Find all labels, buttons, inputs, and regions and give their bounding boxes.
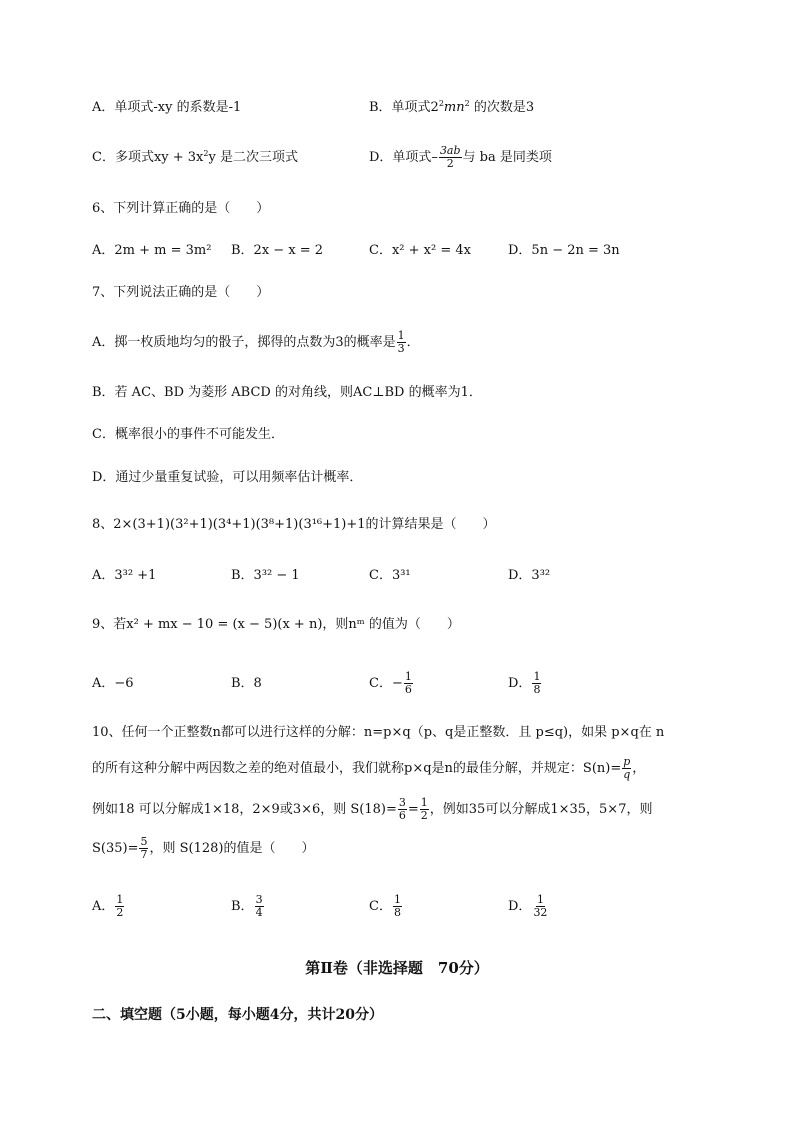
part2-title: 第Ⅱ卷（非选择题 70分）: [305, 959, 489, 977]
q10-l4-den: 7: [140, 848, 148, 861]
q8-stem: 8、2×(3+1)(3²+1)(3⁴+1)(3⁸+1)(3¹⁶+1)+1的计算结果是（ ）: [92, 517, 496, 532]
q9-option-a: A．−6: [92, 676, 134, 691]
q10-l3-pre: 例如18 可以分解成1×18，2×9或3×6，则 S(18)=: [92, 802, 397, 817]
q6-option-d: D．5n − 2n = 3n: [508, 243, 620, 258]
q7-stem: 7、下列说法正确的是（ ）: [92, 285, 270, 300]
q10-option-c: [369, 890, 403, 924]
q5-option-b: B．单项式$2^2mn^2$ 的次数是3: [369, 99, 535, 115]
q7-option-a: [92, 326, 420, 360]
q10-b-pre: B．: [231, 899, 254, 914]
q9-stem: 9、若x² + mx − 10 = (x − 5)(x + n)，则nᵐ 的值为（ ）: [92, 617, 460, 632]
q9-c-pre: C．−: [369, 676, 403, 691]
q10-a-pre: A．: [92, 899, 115, 914]
q6-option-b: B．2x − x = 2: [231, 243, 324, 258]
q9-c-num: 1: [404, 670, 412, 683]
q6-stem: 6、下列计算正确的是（ ）: [92, 201, 270, 216]
q10-l3-post: ，例如35可以分解成1×35，5×7，则: [429, 802, 653, 817]
q6-option-c: C．x² + x² = 4x: [369, 243, 471, 258]
q10-l3-d2: 2: [420, 809, 428, 822]
q10-a-den: 2: [116, 906, 124, 919]
q5-d-fraction: [439, 145, 462, 170]
q5-b-mid: mn: [443, 100, 465, 115]
q7-option-c: C．概率很小的事件不可能发生．: [92, 427, 284, 442]
q10-line-3: [92, 793, 652, 827]
q5-c-pre: C．多项式xy + 3x: [92, 150, 204, 165]
q7-a-num: 1: [397, 329, 405, 342]
q10-l2-num: p: [623, 755, 631, 768]
q9-option-c: [369, 667, 414, 701]
q10-l4-post: ，则 S(128)的值是（ ）: [149, 841, 315, 856]
q9-d-den: 8: [533, 683, 541, 696]
q10-b-den: 4: [255, 906, 263, 919]
q10-l3-d1: 6: [398, 809, 406, 822]
q5-option-a-text: A．单项式-xy 的系数是-1: [92, 100, 242, 115]
q10-l2-den: q: [623, 768, 631, 781]
q9-option-b: B．8: [231, 676, 262, 691]
q10-d-den: 32: [533, 906, 548, 919]
q10-b-num: 3: [255, 893, 263, 906]
q10-l4-fraction: [139, 836, 148, 861]
q10-l2-post: ，: [632, 761, 646, 776]
q10-l3-eq: =: [407, 802, 419, 817]
q10-l3-fraction-1: [398, 797, 407, 822]
q5-d-den: 2: [446, 157, 454, 170]
q10-l2-fraction: [622, 756, 631, 781]
q5-d-post: 与 ba 是同类项: [462, 150, 552, 165]
q7-a-post: ．: [406, 335, 420, 350]
q10-d-pre: D．: [508, 899, 532, 914]
q10-c-num: 1: [393, 893, 401, 906]
q7-option-b: B．若 AC、BD 为菱形 ABCD 的对角线，则AC⊥BD 的概率为1．: [92, 385, 482, 400]
q5-b-post: 的次数是3: [469, 100, 535, 115]
q7-a-fraction: [397, 330, 406, 355]
q5-option-a: [92, 99, 241, 117]
q10-a-num: 1: [116, 893, 124, 906]
q10-option-b: [231, 890, 265, 924]
q10-l2-pre: 的所有这种分解中两因数之差的绝对值最小，我们就称p×q是n的最佳分解，并规定：S(n)=: [92, 761, 622, 776]
q8-option-a: A．3³² +1: [92, 568, 157, 583]
q9-c-fraction: [404, 671, 413, 696]
q10-c-pre: C．: [369, 899, 392, 914]
q5-c-post: y 是二次三项式: [208, 150, 298, 165]
q5-d-num: 3ab: [439, 144, 461, 157]
q7-a-den: 3: [397, 342, 405, 355]
q5-option-d: [369, 141, 552, 175]
section2-heading: 二、填空题（5小题，每小题4分，共计20分）: [92, 1007, 383, 1023]
q8-option-d: D．3³²: [508, 568, 551, 583]
q10-line-1: 10、任何一个正整数n都可以进行这样的分解：n=p×q（p、q是正整数．且 p≤q)，如果 p×q在 n: [92, 725, 665, 740]
q10-d-num: 1: [536, 893, 544, 906]
q10-l4-num: 5: [140, 835, 148, 848]
q9-d-pre: D．: [508, 676, 532, 691]
q7-a-pre: A．掷一枚质地均匀的骰子，掷得的点数为3的概率是: [92, 335, 396, 350]
q9-d-num: 1: [533, 670, 541, 683]
q10-option-d: [508, 890, 549, 924]
q10-line-2: [92, 752, 645, 786]
q10-l4-pre: S(35)=: [92, 841, 139, 856]
q10-c-fraction: [393, 894, 402, 919]
q10-b-fraction: [255, 894, 264, 919]
q9-c-den: 6: [404, 683, 412, 696]
q10-line-4: [92, 832, 314, 866]
q5-b-pre: B．单项式2: [369, 100, 439, 115]
q9-option-d: [508, 667, 542, 701]
q7-option-d: D．通过少量重复试验，可以用频率估计概率．: [92, 470, 363, 485]
q9-d-fraction: [532, 671, 541, 696]
q8-option-c: C．3³¹: [369, 568, 411, 583]
q5-option-c: C．多项式xy + $3x^2y$ 是二次三项式: [92, 149, 298, 165]
q10-d-fraction: [532, 894, 548, 919]
q10-option-a: [92, 890, 125, 924]
q10-l3-n2: 1: [420, 796, 428, 809]
q8-option-b: B．3³² − 1: [231, 568, 300, 583]
q10-a-fraction: [115, 894, 124, 919]
q10-c-den: 8: [393, 906, 401, 919]
q10-l3-fraction-2: [420, 797, 429, 822]
q6-option-a: A．2m + m = 3m²: [92, 243, 212, 258]
q10-l3-n1: 3: [398, 796, 406, 809]
q5-d-pre: D．单项式–: [369, 150, 438, 165]
